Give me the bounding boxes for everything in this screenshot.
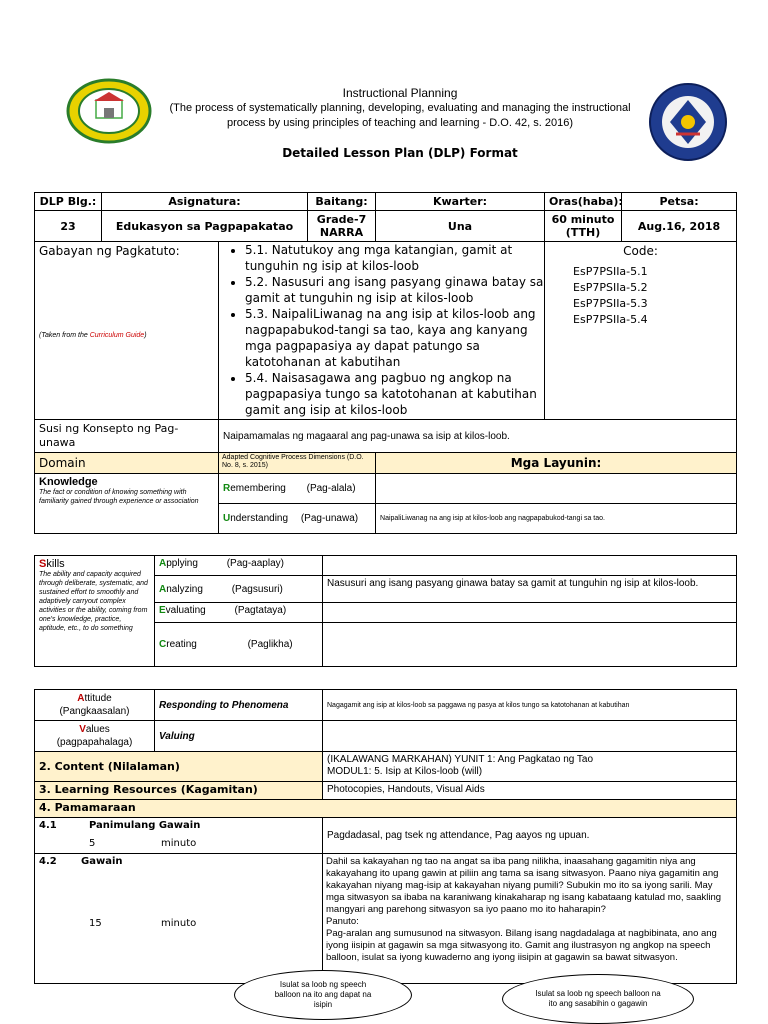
skills-label: kills xyxy=(46,558,65,570)
school-seal-logo xyxy=(66,78,152,144)
value-petsa: Aug.16, 2018 xyxy=(622,211,737,242)
applying-initial: A xyxy=(159,558,167,569)
code-cell xyxy=(545,242,737,420)
content-label: 2. Content (Nilalaman) xyxy=(35,752,323,782)
speech-balloon-right xyxy=(502,974,694,1024)
note-suffix: ) xyxy=(144,332,147,339)
objective-item: • 5.4. Naisasagawa ang pagbuo ng angkop na pagpapasiya tungo sa katotohanan at kabutihan gamit ang isip at kilos-loob xyxy=(245,370,544,418)
note-prefix: (Taken from the xyxy=(39,332,90,339)
value-dlp: 23 xyxy=(35,211,102,242)
understanding-label: nderstanding xyxy=(230,513,289,524)
remembering-initial: R xyxy=(223,483,231,494)
page-title: Instructional Planning xyxy=(342,86,458,100)
skills-initial: S xyxy=(39,558,47,570)
applying-objective xyxy=(323,556,737,576)
creating-tag: (Paglikha) xyxy=(247,639,293,650)
attitude-cell xyxy=(35,690,155,721)
step42-num: 4.2 xyxy=(39,856,57,867)
value-asignatura: Edukasyon sa Pagpapakatao xyxy=(102,211,308,242)
applying-cell xyxy=(155,556,323,576)
resources-label: 3. Learning Resources (Kagamitan) xyxy=(35,782,323,800)
adapted-header: Adapted Cognitive Process Dimensions (D.O. No. 8, s. 2015) xyxy=(219,453,376,474)
step42-text xyxy=(323,854,737,984)
applying-label: pplying xyxy=(166,558,198,569)
step41-text: Pagdadasal, pag tsek ng attendance, Pag aayos ng upuan. xyxy=(323,818,737,854)
header-baitang: Baitang: xyxy=(308,193,376,211)
step41-mins: 5 xyxy=(89,838,96,849)
objectives-cell xyxy=(219,242,545,420)
knowledge-desc: The fact or condition of knowing something with familiarity gained through experience or association xyxy=(39,489,199,505)
skills-desc: The ability and capacity acquired through deliberate, systematic, and sustained effort to smoothly and adaptively carryout complex activities or the ability, coming from one's knowledge, practice, aptitude, etc., to do something xyxy=(39,571,148,632)
evaluating-cell xyxy=(155,603,323,623)
creating-label: reating xyxy=(166,639,197,650)
values-sub: (pagpapahalaga) xyxy=(56,737,133,748)
resources-value: Photocopies, Handouts, Visual Aids xyxy=(323,782,737,800)
skills-cell xyxy=(35,556,155,667)
creating-initial: C xyxy=(159,639,167,650)
pamamaraan-label: 4. Pamamaraan xyxy=(35,800,737,818)
attitude-level: Responding to Phenomena xyxy=(155,690,323,721)
attitude-content-table xyxy=(34,689,737,984)
analyzing-objective: Nasusuri ang isang pasyang ginawa batay sa gamit at tunguhin ng isip at kilos-loob. xyxy=(323,576,737,603)
format-title: Detailed Lesson Plan (DLP) Format xyxy=(282,146,518,160)
step42-panuto: Panuto: xyxy=(326,916,359,927)
code-label: Code: xyxy=(623,244,658,258)
attitude-objective: Nagagamit ang isip at kilos-loob sa paggawa ng pasya at kilos tungo sa katotohanan at kabutihan xyxy=(323,690,737,721)
objective-item: • 5.2. Nasusuri ang isang pasyang ginawa batay sa gamit at tunguhin ng isip at kilos-loob xyxy=(245,274,544,306)
page-subtitle: (The process of systematically planning, developing, evaluating and managing the instructional process by using principles of teaching and learning - D.O. 42, s. 2016) xyxy=(169,102,631,129)
domain-header: Domain xyxy=(35,453,219,474)
value-baitang: Grade-7 NARRA xyxy=(308,211,376,242)
objectives-list xyxy=(219,242,544,418)
values-objective xyxy=(323,721,737,752)
evaluating-tag: (Pagtataya) xyxy=(234,605,287,616)
code-item: EsP7PSIIa-5.2 xyxy=(573,281,648,294)
curriculum-note xyxy=(39,332,147,339)
step42-title: Gawain xyxy=(81,856,123,867)
analyzing-label: nalyzing xyxy=(166,583,203,595)
value-kwarter: Una xyxy=(376,211,545,242)
understanding-tag: (Pag-unawa) xyxy=(300,513,359,524)
evaluating-objective xyxy=(323,603,737,623)
skills-table xyxy=(34,555,737,667)
step42-mins: 15 xyxy=(89,918,102,929)
speech-balloon-left xyxy=(234,970,412,1020)
header-dlp: DLP Blg.: xyxy=(35,193,102,211)
evaluating-label: valuating xyxy=(165,605,206,616)
speech-balloon-left-text: Isulat sa loob ng speech balloon na ito ang dapat na isipin xyxy=(274,980,372,1009)
knowledge-label: nowledge xyxy=(46,476,98,488)
gabayan-cell xyxy=(35,242,219,420)
understanding-initial: U xyxy=(223,513,231,524)
values-level: Valuing xyxy=(155,721,323,752)
attitude-label: ttitude xyxy=(84,693,112,704)
step41-num: 4.1 xyxy=(39,820,57,831)
values-cell xyxy=(35,721,155,752)
header-oras: Oras(haba): xyxy=(545,193,622,211)
code-item: EsP7PSIIa-5.1 xyxy=(573,265,648,278)
content-line2: MODUL1: 5. Isip at Kilos-loob (will) xyxy=(327,766,483,777)
attitude-initial: A xyxy=(77,693,85,704)
content-value xyxy=(323,752,737,782)
curriculum-guide-link[interactable]: Curriculum Guide xyxy=(89,332,145,339)
analyzing-initial: A xyxy=(159,583,167,595)
header-petsa: Petsa: xyxy=(622,193,737,211)
understanding-cell xyxy=(219,504,376,534)
speech-balloon-right-text: Isulat sa loob ng speech balloon na ito ang sasabihin o gagawin xyxy=(535,989,661,1008)
code-item: EsP7PSIIa-5.4 xyxy=(573,313,648,326)
header-asignatura: Asignatura: xyxy=(102,193,308,211)
remembering-tag: (Pag-alala) xyxy=(306,483,356,494)
analyzing-cell xyxy=(155,576,323,603)
creating-objective xyxy=(323,623,737,667)
step42-para2: Pag-aralan ang sumusunod na sitwasyon. Bilang isang nagdadalaga at nagbibinata, ano ang iyong iisipin at gagawin sa mga sitwasyong ito. Gamit ang ilustrasyon ng angkop na speech balloon, isulat sa iyong kuwaderno ang iyong iisipin at gagawin sa bawat sitwasyon. xyxy=(326,928,717,963)
values-initial: V xyxy=(79,724,86,735)
value-oras: 60 minuto (TTH) xyxy=(545,211,622,242)
step41-unit: minuto xyxy=(161,838,197,849)
applying-tag: (Pag-aaplay) xyxy=(226,558,284,569)
remembering-label: emembering xyxy=(230,483,286,494)
objective-item: • 5.1. Natutukoy ang mga katangian, gamit at tunguhin ng isip at kilos-loob xyxy=(245,242,544,274)
content-line1: (IKALAWANG MARKAHAN) YUNIT 1: Ang Pagkatao ng Tao xyxy=(327,754,594,765)
gabayan-label: Gabayan ng Pagkatuto: xyxy=(39,244,180,258)
remembering-objective xyxy=(376,474,737,504)
understanding-objective: NaipaliLiwanag na ang isip at kilos-loob ang nagpapabukod-tangi sa tao. xyxy=(376,504,737,534)
layunin-header: Mga Layunin: xyxy=(376,453,737,474)
remembering-cell xyxy=(219,474,376,504)
header-kwarter: Kwarter: xyxy=(376,193,545,211)
step42-unit: minuto xyxy=(161,918,197,929)
knowledge-cell xyxy=(35,474,219,534)
code-item: EsP7PSIIa-5.3 xyxy=(573,297,648,310)
step42-para1: Dahil sa kakayahan ng tao na angat sa iba pang nilikha, inaasahang gagamitin niya ang kakayahang ito upang gawin at piliin ang tama sa isang sitwasyon. Paano niya gagamitin ang kakayahan niyang mag-isip at kakayahan niyang pumili? Subukin mo ito sa iyong sarili. May mga sitwasyon sa ibaba na karaniwang kinakaharap ng isang kabataang katulad mo, saakling mangyari ang parehong sitwasyon sa iyo paano mo ito haharapin? xyxy=(326,856,722,915)
step42-cell xyxy=(35,854,323,984)
evaluating-initial: E xyxy=(159,605,166,616)
deped-seal-logo xyxy=(648,82,728,162)
lesson-info-table xyxy=(34,192,737,534)
values-label: alues xyxy=(85,724,110,735)
attitude-sub: (Pangkaasalan) xyxy=(59,706,130,717)
step41-cell xyxy=(35,818,323,854)
susi-value: Naipamamalas ng magaaral ang pag-unawa sa isip at kilos-loob. xyxy=(219,420,737,453)
objective-item: • 5.3. NaipaliLiwanag na ang isip at kilos-loob ang nagpapabukod-tangi sa tao, kaya ang kanyang mga pagpapasiya ay dapat patungo sa katotohanan at kabutihan xyxy=(245,306,544,370)
knowledge-initial: K xyxy=(39,476,47,488)
step41-title: Panimulang Gawain xyxy=(89,820,201,831)
creating-cell xyxy=(155,623,323,667)
analyzing-tag: (Pagsusuri) xyxy=(231,583,283,595)
susi-label: Susi ng Konsepto ng Pag-unawa xyxy=(35,420,219,453)
